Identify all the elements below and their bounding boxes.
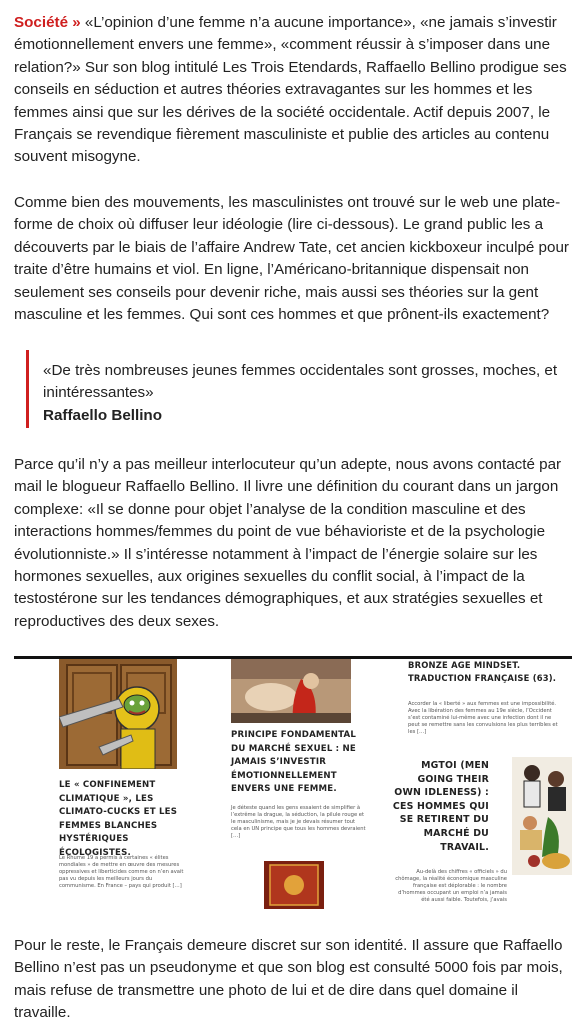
pull-quote-author: Raffaello Bellino: [43, 406, 162, 424]
blog-post-title-bronze-age: BRONZE AGE MINDSET. TRADUCTION FRANÇAISE (63).: [408, 660, 557, 683]
blog-post-excerpt-marche-sexuel: Je déteste quand les gens essaient de simplifier à l’extrême la drague, la séduction, la pilule rouge et le masculinisme, mais je je devais résumer tout cela en UN principe que tous les hommes devraient […]: [231, 805, 366, 839]
blog-post-excerpt-mgtoi: Au-delà des chiffres « officiels » du chômage, la réalité économique masculine française est déplorable : le nombre d’hommes occupant un emploi n’a jamais été aussi faible. Toutefois, j’avais: [395, 869, 507, 903]
paragraph-intro: [14, 12, 572, 169]
pull-quote: [26, 350, 583, 428]
blog-post-card-climate: [14, 659, 204, 909]
blog-post-excerpt-climate: Le Rhume 19 a permis à certaines « élites mondiales » de mettre en œuvre des mesures oppressives et liberticides comme on n’en avait pas vu depuis les meilleurs jours du communisme. En France – pays qui produit […]: [59, 855, 184, 889]
blog-screenshot-image: [14, 656, 572, 909]
blog-post-title-mgtoi: MGTOI (MEN GOING THEIR OWN IDLENESS) : CES HOMMES QUI SE RETIRENT DU MARCHÉ DU TRAVAIL.: [392, 760, 489, 853]
blog-post-title-marche-sexuel: PRINCIPE FONDAMENTAL DU MARCHÉ SEXUEL : NE JAMAIS S’INVESTIR ÉMOTIONNELLEMENT ENVERS UNE FEMME.: [231, 730, 357, 794]
section-rubric-link[interactable]: Société »: [14, 14, 81, 31]
blog-post-card-mgtoi: [392, 659, 572, 909]
paragraph-identity: Pour le reste, le Français demeure discret sur son identité. Il assure que Raffaello Bellino n’est pas un pseudonyme et que son blog est consulté 5000 fois par mois, mais refuse de transmettre une photo de lui et de dire dans quel domaine il travaille.: [14, 937, 563, 1022]
blog-post-image-book-cover: [264, 861, 324, 909]
blog-post-image-painting: [231, 659, 351, 723]
blog-post-image-illustration: [512, 757, 572, 875]
blog-post-card-marche-sexuel: [219, 659, 379, 909]
blog-post-image-cartoon: [59, 659, 177, 769]
paragraph-context: Comme bien des mouvements, les masculinistes ont trouvé sur le web une plate-forme de choix où diffuser leur idéologie (lire ci-dessous). Le grand public les a découverts par le biais de l’affaire Andrew Tate, cet ancien kickboxeur inculpé pour traite d’être humains et viol. En ligne, l’Américano-britannique dispensait non seulement ses conseils pour devenir riche, mais aussi ses théories sur la gent masculine et les femmes. Qui sont ces hommes et que prônent-ils exactement?: [14, 194, 569, 324]
blog-post-title-climate: LE « CONFINEMENT CLIMATIQUE », LES CLIMATO-CUCKS ET LES FEMMES BLANCHES HYSTÉRIQUES ÉCOLOGISTES.: [59, 780, 178, 858]
paragraph-intro-text: «L’opinion d’une femme n’a aucune importance», «ne jamais s’investir émotionnellement envers une femme», «comment réussir à s’imposer dans une relation?» Sur son blog intitulé Les Trois Etendards, Raffaello Bellino prodigue ses conseils en séduction et autres théories extravagantes sur les hommes et les femmes ainsi que sur les dérives de la société occidentale. Actif depuis 2007, le Français se revendique fièrement masculiniste et publie des articles au contenu souvent misogyne.: [14, 14, 567, 166]
paragraph-definition: Parce qu’il n’y a pas meilleur interlocuteur qu’un adepte, nous avons contacté par mail le blogueur Raffaello Bellino. Il livre une définition du courant dans un jargon complexe: «Il se donne pour objet l’analyse de la condition masculine et des interactions hommes/femmes du point de vue béhavioriste et de la psychologie évolutionniste.» Il s’intéresse notamment à l’impact de l’énergie solaire sur les hormones sexuelles, aux origines sexuelles du conflit social, à l’impact de la testostérone sur les tendances démographiques, et aux stratégies sexuelles et reproductives des deux sexes.: [14, 456, 562, 630]
blog-post-excerpt-bronze-age: Accorder la « liberté » aux femmes est une impossibilité. Avec la libération des femmes au 19e siècle, l’Occident s’est contaminé lui-même avec une infection dont il ne peut se remettre sans les convulsions les plus terribles et les […]: [408, 701, 558, 735]
pull-quote-text: «De très nombreuses jeunes femmes occidentales sont grosses, moches, et inintéressantes»: [43, 362, 558, 402]
